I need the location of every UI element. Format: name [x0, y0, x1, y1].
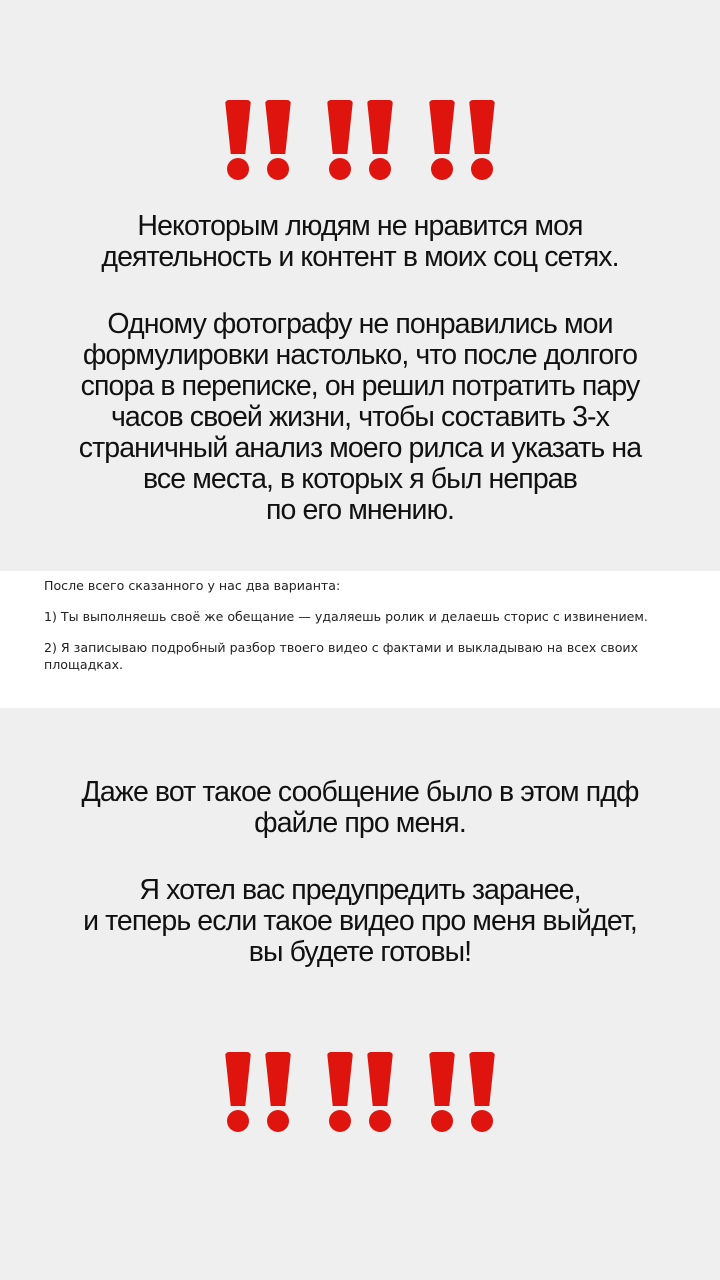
exclamation-icon: [468, 100, 496, 180]
pdf-note-text: [0, 777, 720, 839]
paragraph-3: Даже вот такое сообщение было в этом пдф файле про меня.: [81, 776, 639, 839]
bottom-exclamation-decor: [0, 1052, 720, 1132]
double-exclamation-icon: [326, 1052, 394, 1132]
double-exclamation-icon: [428, 1052, 496, 1132]
exclamation-icon: [264, 100, 292, 180]
exclamation-icon: [366, 100, 394, 180]
quote-line-2: 1) Ты выполняешь своё же обещание — удаляешь ролик и делаешь сторис с извинением.: [44, 609, 648, 624]
double-exclamation-icon: [326, 100, 394, 180]
paragraph-2: Одному фотографу не понравились мои формулировки настолько, что после долгого спора в переписке, он решил потратить пару часов своей жизни, чтобы составить 3-х страничный анализ моего рилса и указать на все места, в которых я был неправ по его мнению.: [78, 308, 642, 526]
exclamation-icon: [366, 1052, 394, 1132]
top-exclamation-decor: [0, 100, 720, 180]
intro-text: [0, 211, 720, 273]
exclamation-icon: [428, 100, 456, 180]
paragraph-4: Я хотел вас предупредить заранее, и теперь если такое видео про меня выйдет, вы будете готовы!: [83, 874, 637, 968]
story-text: [0, 309, 720, 526]
exclamation-icon: [264, 1052, 292, 1132]
quote-line-1: После всего сказанного у нас два варианта:: [44, 578, 341, 593]
exclamation-icon: [224, 100, 252, 180]
double-exclamation-icon: [224, 100, 292, 180]
paragraph-1: Некоторым людям не нравится моя деятельность и контент в моих соц сетях.: [101, 210, 619, 273]
exclamation-icon: [224, 1052, 252, 1132]
warning-text: [0, 875, 720, 968]
exclamation-icon: [326, 100, 354, 180]
exclamation-icon: [326, 1052, 354, 1132]
exclamation-icon: [428, 1052, 456, 1132]
double-exclamation-icon: [224, 1052, 292, 1132]
quote-line-3: 2) Я записываю подробный разбор твоего видео с фактами и выкладываю на всех своих площадках.: [44, 640, 639, 672]
double-exclamation-icon: [428, 100, 496, 180]
exclamation-icon: [468, 1052, 496, 1132]
quoted-message: [0, 571, 720, 708]
